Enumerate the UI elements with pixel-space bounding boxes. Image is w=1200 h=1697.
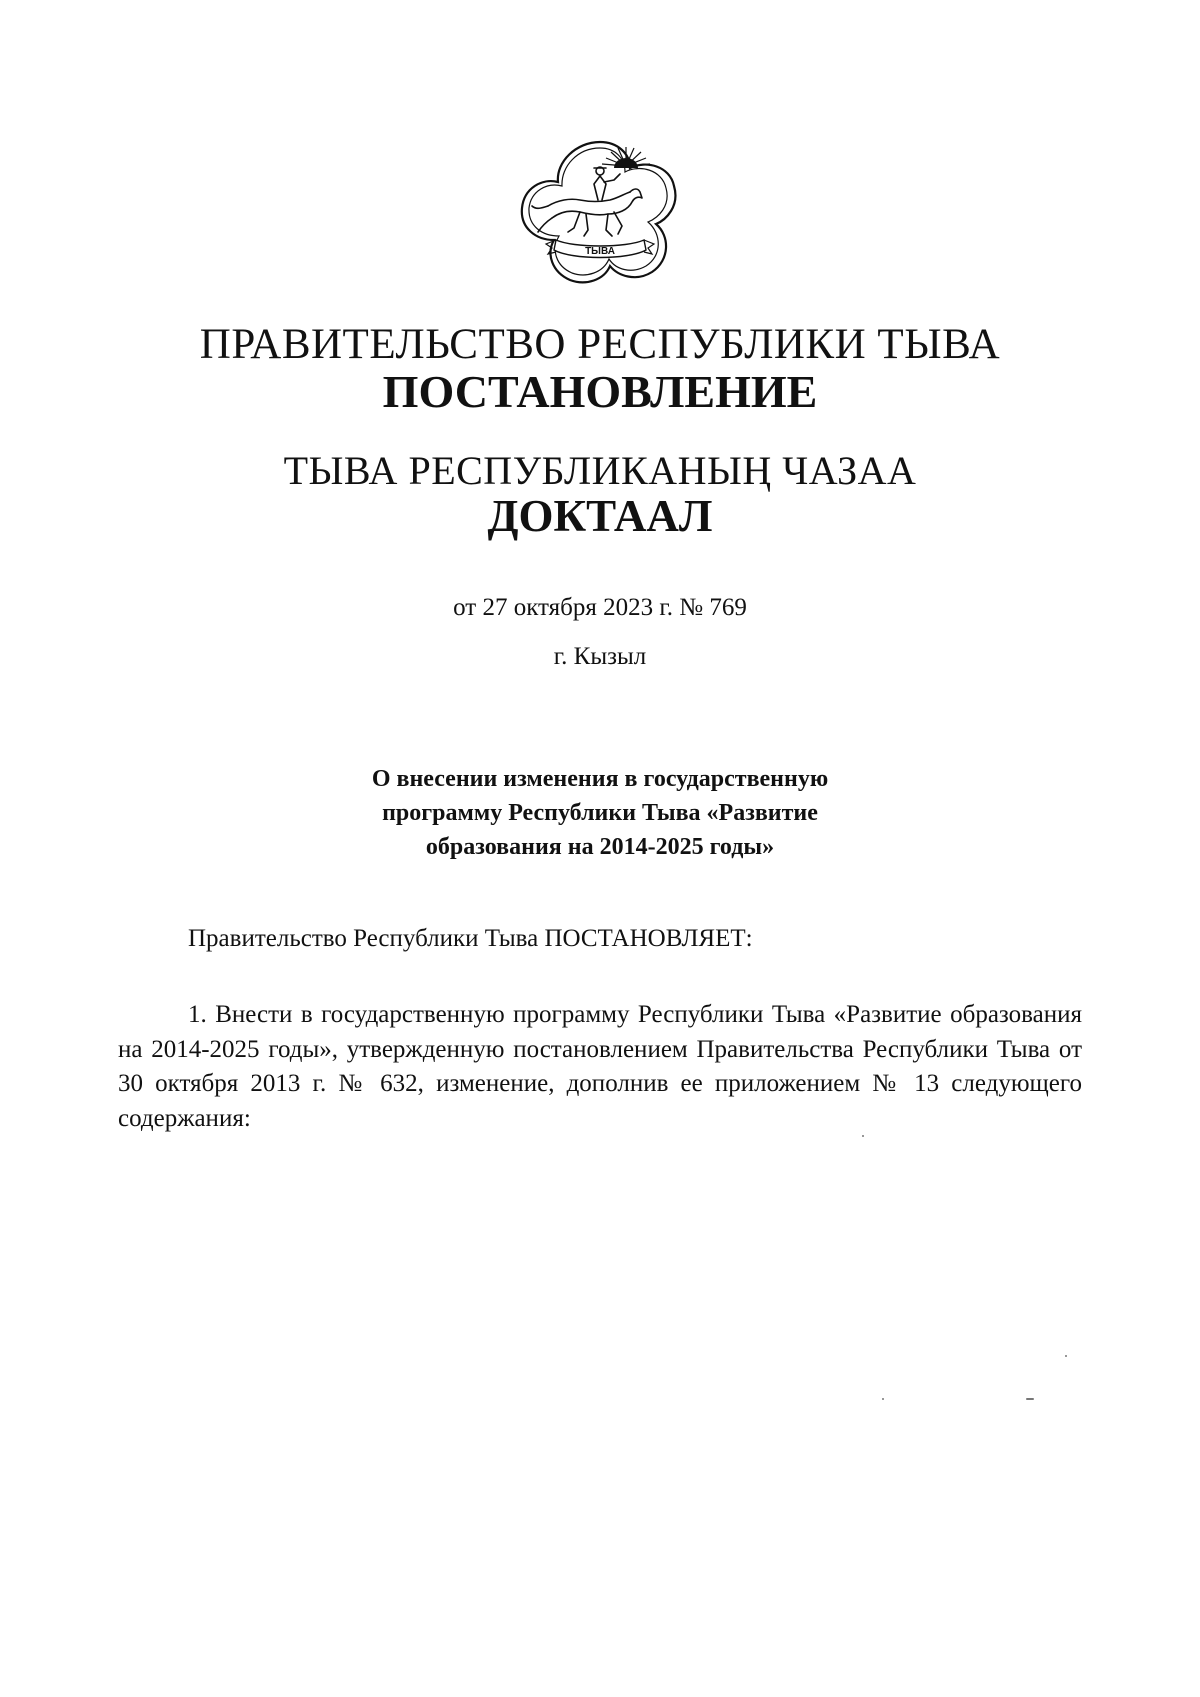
organization-title-tyv: ТЫВА РЕСПУБЛИКАНЫҢ ЧАЗАА [283,448,917,493]
subject-line: образования на 2014-2025 годы» [425,834,775,860]
resolution-paragraph-1: 1. Внести в государственную программу Республики Тыва «Развитие образования на 2014-2025 годы», утвержденную постановлением Правительства Республики Тыва от 30 октября 2013 г. № 632, изменение, дополнив ее приложением № 13 следующего содержания: [118,1001,1082,1132]
emblem-ribbon-text: ТЫВА [585,246,615,257]
tuva-coat-of-arms-emblem [514,136,686,288]
scan-artifact [1065,1355,1067,1357]
scan-artifact [1026,1398,1034,1400]
document-date-number: от 27 октября 2023 г. № 769 [453,594,747,621]
subject-line: О внесении изменения в государственную [371,766,829,792]
organization-title-ru: ПРАВИТЕЛЬСТВО РЕСПУБЛИКИ ТЫВА [199,321,1001,368]
document-type-ru: ПОСТАНОВЛЕНИЕ [382,366,818,417]
scan-artifact [882,1398,884,1400]
subject-line: программу Республики Тыва «Развитие [382,800,818,826]
scan-artifact [862,1135,864,1137]
document-city: г. Кызыл [553,643,647,670]
resolution-preamble: Правительство Республики Тыва ПОСТАНОВЛЯЕТ: [188,925,753,952]
document-subject [330,762,870,864]
document-type-tyv: ДОКТААЛ [487,491,713,541]
